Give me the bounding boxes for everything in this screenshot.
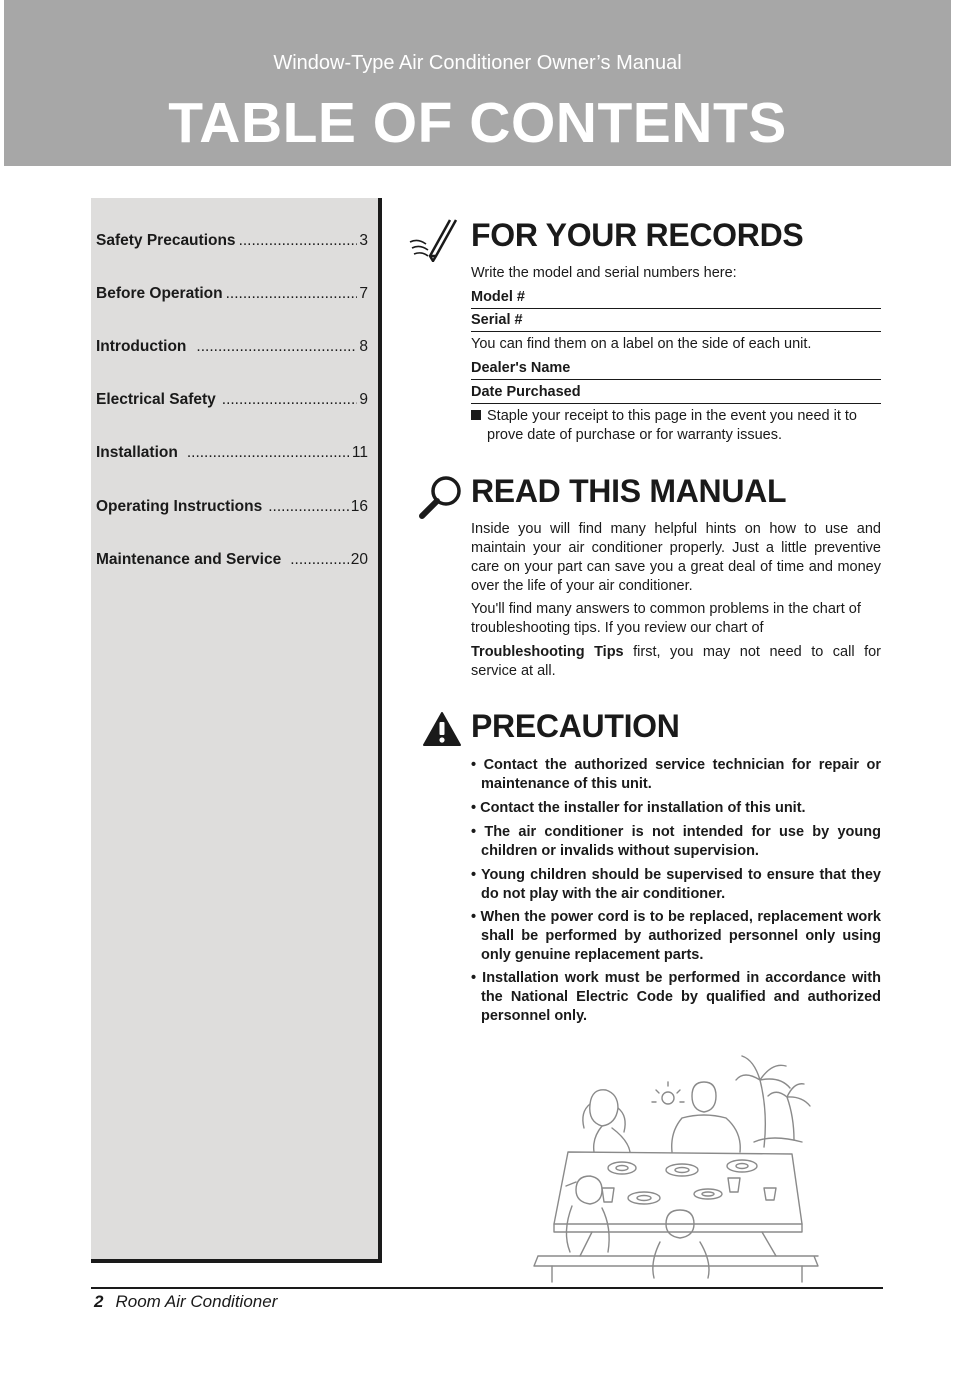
square-bullet-icon (471, 410, 481, 420)
header-banner (4, 0, 951, 166)
toc-item[interactable] (96, 444, 368, 462)
toc-label: Introduction (96, 338, 187, 355)
precaution-title: PRECAUTION (471, 708, 680, 744)
toc-page: 9 (359, 391, 368, 408)
toc-label: Before Operation (96, 285, 223, 302)
magnifier-icon (417, 474, 465, 520)
precaution-item: • Installation work must be performed in accordance with the National Electric Code by qualified and authorized personnel only. (471, 970, 881, 1024)
toc-panel (91, 198, 382, 1263)
model-field[interactable]: Model # (471, 289, 881, 309)
page-title: TABLE OF CONTENTS (168, 91, 787, 155)
toc-item[interactable] (96, 285, 368, 303)
toc-page: 11 (351, 444, 368, 461)
manual-para-1: Inside you will find many helpful hints on how to use and maintain your air conditioner properly. Just a little preventive care on your part can save you a great deal of time and money over the life of your air conditioner. (471, 521, 881, 594)
toc-label: Operating Instructions (96, 498, 263, 515)
serial-field[interactable]: Serial # (471, 312, 881, 332)
toc-page: 7 (359, 285, 368, 302)
precaution-item: • When the power cord is to be replaced, replacement work shall be performed by authorized personnel only using only genuine replacement parts. (471, 909, 881, 963)
footer-text: Room Air Conditioner (115, 1292, 278, 1311)
precaution-item: • Contact the installer for installation of this unit. (471, 800, 806, 816)
staple-note (471, 407, 881, 445)
troubleshooting-tips-label: Troubleshooting Tips (471, 644, 624, 660)
toc-page: 20 (350, 551, 368, 568)
warning-icon (422, 711, 462, 747)
picnic-family-illustration (532, 1042, 824, 1290)
manual-para-2: You'll find many answers to common problems in the chart of troubleshooting tips. If you review our chart of (471, 601, 861, 636)
manual-subtitle: Window-Type Air Conditioner Owner’s Manual (273, 52, 682, 74)
toc-item[interactable] (96, 391, 368, 409)
toc-page: 8 (359, 338, 368, 355)
precaution-item: • The air conditioner is not intended for use by young children or invalids without supervision. (471, 824, 881, 859)
page-number: 2 (94, 1292, 104, 1311)
manual-para-3-text: first, you may not need to call for service at all. (471, 644, 881, 679)
staple-note-text: Staple your receipt to this page in the event you need it to prove date of purchase or for warranty issues. (487, 408, 857, 443)
precaution-item: • Contact the authorized service technician for repair or maintenance of this unit. (471, 757, 881, 792)
manual-para-3 (471, 643, 881, 681)
footer-rule (91, 1287, 883, 1289)
toc-item[interactable] (96, 338, 368, 356)
page-footer (94, 1292, 277, 1312)
records-title: FOR YOUR RECORDS (471, 217, 804, 253)
toc-item[interactable] (96, 551, 368, 569)
date-purchased-field[interactable]: Date Purchased (471, 384, 881, 404)
manual-title: READ THIS MANUAL (471, 473, 787, 509)
label-note: You can find them on a label on the side of each unit. (471, 336, 812, 352)
dealer-field[interactable]: Dealer's Name (471, 360, 881, 380)
toc-label: Maintenance and Service (96, 551, 282, 568)
toc-page: 3 (359, 232, 368, 249)
records-intro: Write the model and serial numbers here: (471, 265, 737, 281)
pen-icon (408, 216, 464, 262)
toc-item[interactable] (96, 498, 368, 516)
toc-item[interactable] (96, 232, 368, 250)
precaution-item: • Young children should be supervised to ensure that they do not play with the air conditioner. (471, 867, 881, 902)
toc-label: Safety Precautions (96, 232, 236, 249)
toc-label: Installation (96, 444, 178, 461)
toc-page: 16 (350, 498, 368, 515)
toc-label: Electrical Safety (96, 391, 216, 408)
